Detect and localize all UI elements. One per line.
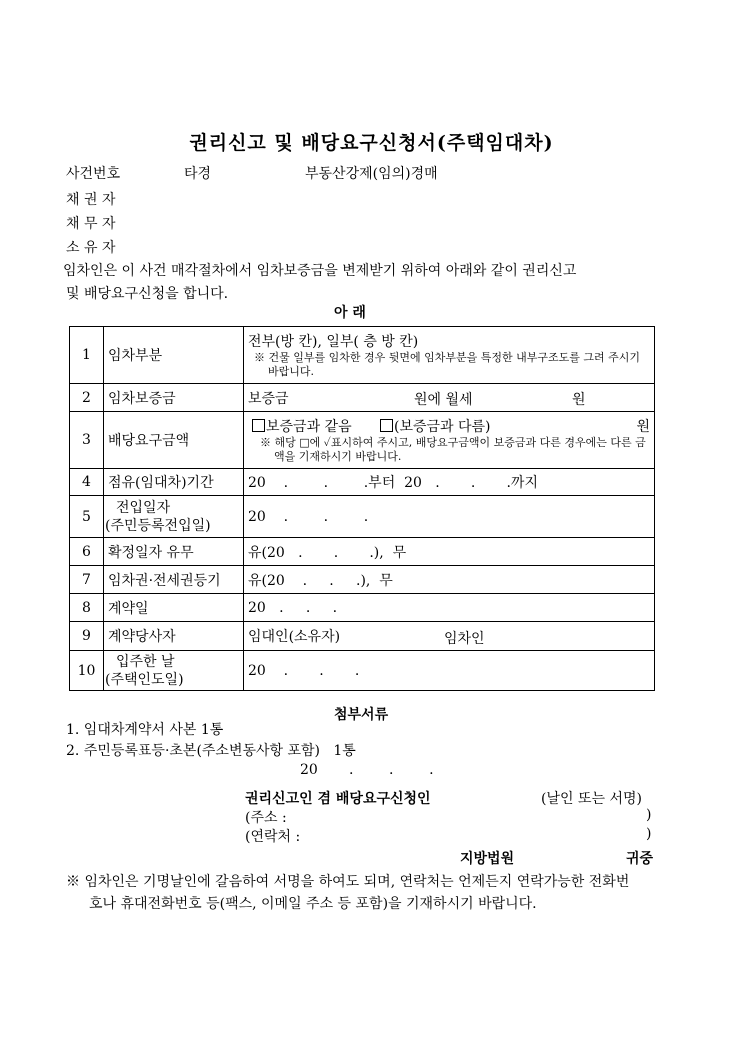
row-value: 20 . . . (244, 651, 655, 691)
seal-or-signature: (날인 또는 서명) (541, 791, 642, 807)
row-value (244, 622, 655, 651)
below-heading: 아 래 (334, 305, 366, 321)
applicant-label: 권리신고인 겸 배당요구신청인 (245, 791, 431, 807)
claim-table (69, 326, 655, 691)
row-number: 2 (70, 384, 104, 412)
intro-line-2: 및 배당요구신청을 합니다. (66, 286, 229, 302)
creditor-label: 채 권 자 (66, 192, 116, 208)
attachment-item-2: 2. 주민등록표등·초본(주소변동사항 포함) 1통 (66, 743, 356, 759)
won-unit: 원 (572, 392, 586, 408)
row-number: 4 (70, 469, 104, 496)
table-row (70, 594, 655, 622)
footnote-line-2: 호나 휴대전화번호 등(팩스, 이메일 주소 등 포함)을 기재하시기 바랍니다. (89, 896, 537, 912)
lessee-label: 임차인 (444, 631, 485, 647)
row-value (244, 327, 655, 384)
footnote-line-1: ※ 임차인은 기명날인에 갈음하여 서명을 하여도 되며, 연락처는 언제든지 연락가능한 전화번 (66, 874, 630, 890)
row-number: 10 (70, 651, 104, 691)
case-type: 타경 (184, 166, 212, 182)
row-label: 점유(임대차)기간 (104, 469, 244, 496)
row-label: 임차권·전세권등기 (104, 566, 244, 594)
row-label: 임차부분 (104, 327, 244, 384)
row-number: 1 (70, 327, 104, 384)
court-name: 지방법원 (460, 851, 515, 867)
table-row (70, 384, 655, 412)
row-label: 계약일 (104, 594, 244, 622)
intro-line-1: 임차인은 이 사건 매각절차에서 임차보증금을 변제받기 위하여 아래와 같이 권리신고 (63, 263, 577, 279)
row-label: 확정일자 유무 (104, 538, 244, 566)
table-row (70, 412, 655, 469)
row-number: 8 (70, 594, 104, 622)
table-row (70, 622, 655, 651)
row-number: 3 (70, 412, 104, 469)
claim-amount-note: ※ 해당 □에 ✓표시하여 주시고, 배당요구금액이 보증금과 다른 경우에는 다른 금액을 기재하시기 바랍니다. (260, 436, 646, 463)
row-value: 유(20 . . .), 무 (244, 566, 655, 594)
same-as-deposit-checkbox[interactable] (252, 419, 265, 432)
deposit-label: 보증금 (248, 390, 289, 407)
application-date: 20 . . . (300, 762, 434, 778)
table-row (70, 651, 655, 691)
row-value: 20 . . . (244, 594, 655, 622)
lease-part-line: 전부(방 칸), 일부( 층 방 칸) (248, 334, 419, 350)
table-row (70, 327, 655, 384)
table-row (70, 566, 655, 594)
row-value (244, 384, 655, 412)
attachment-item-1: 1. 임대차계약서 사본 1통 (66, 722, 224, 738)
same-as-deposit-label: 보증금과 같음 (266, 419, 352, 435)
move-in-day-label: 입주한 날 (116, 653, 175, 670)
move-in-date-sublabel: (주민등록전입일) (105, 517, 211, 534)
move-in-date-label: 전입일자 (116, 499, 171, 516)
row-number: 9 (70, 622, 104, 651)
won-unit: 원 (636, 419, 650, 435)
row-label: 임차보증금 (104, 384, 244, 412)
row-label (104, 496, 244, 538)
monthly-rent-label: 원에 월세 (414, 392, 473, 408)
table-row (70, 496, 655, 538)
row-value (244, 412, 655, 469)
row-number: 5 (70, 496, 104, 538)
row-number: 6 (70, 538, 104, 566)
contact-close: ) (646, 826, 652, 842)
move-in-day-sublabel: (주택인도일) (105, 671, 184, 688)
debtor-label: 채 무 자 (66, 216, 116, 232)
different-amount-checkbox[interactable] (380, 419, 393, 432)
row-value: 유(20 . . .), 무 (244, 538, 655, 566)
row-label: 계약당사자 (104, 622, 244, 651)
address-close: ) (646, 807, 652, 823)
lease-part-note: ※ 건물 일부를 임차한 경우 뒷면에 임차부분을 특정한 내부구조도를 그려 주시기 바랍니다. (254, 351, 640, 378)
attachments-heading: 첨부서류 (334, 707, 389, 723)
address-label: (주소 : (245, 810, 287, 826)
different-amount-label: (보증금과 다름) (394, 419, 491, 435)
row-number: 7 (70, 566, 104, 594)
table-row (70, 538, 655, 566)
court-suffix: 귀중 (626, 851, 654, 867)
lessor-label: 임대인(소유자) (248, 629, 341, 645)
contact-label: (연락처 : (245, 829, 301, 845)
case-kind: 부동산강제(임의)경매 (305, 166, 438, 182)
owner-label: 소 유 자 (66, 240, 116, 256)
form-title: 권리신고 및 배당요구신청서(주택임대차) (189, 132, 554, 154)
table-row (70, 469, 655, 496)
row-label: 배당요구금액 (104, 412, 244, 469)
row-value: 20 . . . (244, 496, 655, 538)
case-number-label: 사건번호 (66, 166, 121, 182)
row-label (104, 651, 244, 691)
row-value: 20 . . .부터 20 . . .까지 (244, 469, 655, 496)
